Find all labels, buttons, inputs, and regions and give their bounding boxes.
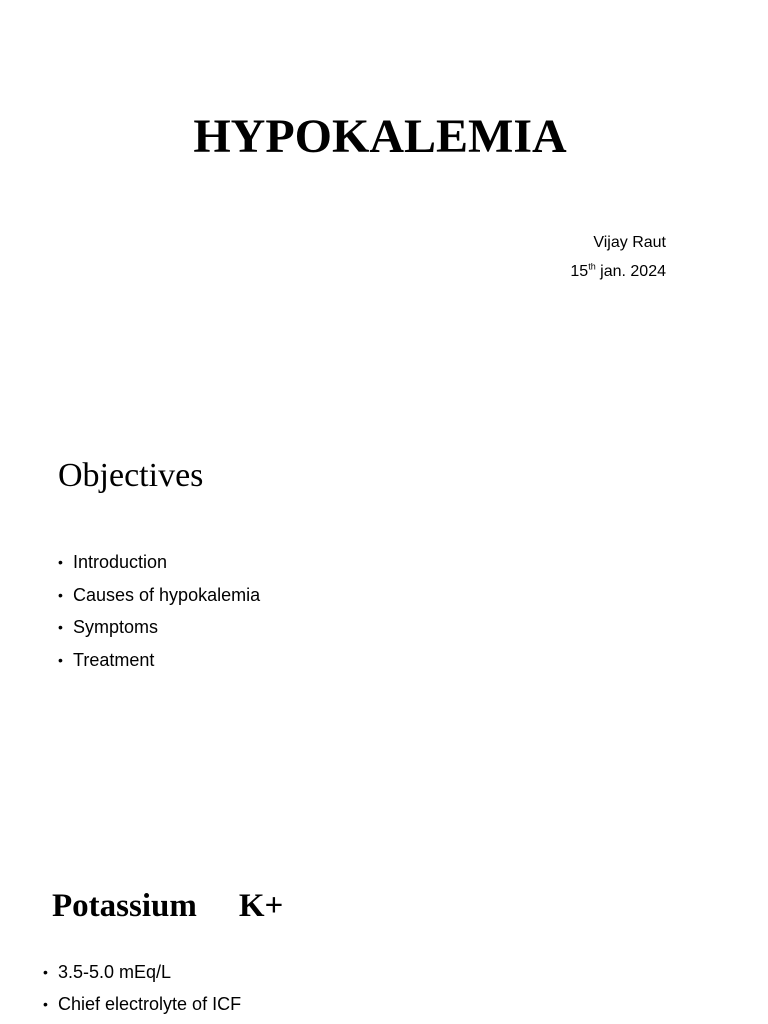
list-item-text: Chief electrolyte of ICF: [58, 994, 242, 1014]
list-item-text: Treatment: [73, 649, 155, 670]
objectives-list: [58, 546, 260, 676]
list-item: [58, 546, 260, 579]
date-day: 15: [570, 263, 589, 280]
potassium-slide: [0, 870, 768, 1024]
date-suffix: th: [588, 261, 596, 272]
list-item: [58, 644, 260, 677]
bullet-icon: •: [58, 651, 63, 668]
list-item: [43, 988, 241, 1020]
list-item-text: Introduction: [73, 552, 168, 572]
potassium-heading: [52, 884, 283, 928]
list-item-text: Causes of hypokalemia: [73, 584, 261, 605]
bullet-icon: •: [43, 964, 48, 980]
title-slide: [0, 0, 768, 420]
author-block: [570, 228, 666, 286]
potassium-heading-text: Potassium: [52, 888, 197, 924]
objectives-slide: [0, 420, 768, 870]
presentation-date: [570, 257, 666, 286]
list-item: [58, 579, 260, 612]
bullet-icon: •: [58, 619, 63, 635]
date-rest: jan. 2024: [595, 263, 666, 280]
potassium-symbol: K+: [238, 888, 284, 924]
author-name: Vijay Raut: [593, 234, 666, 251]
list-item-text: Symptoms: [73, 617, 159, 637]
list-item: [58, 611, 260, 644]
bullet-icon: •: [43, 996, 48, 1012]
slide-title: HYPOKALEMIA: [193, 110, 567, 163]
list-item-text: 3.5-5.0 mEq/L: [58, 962, 172, 982]
bullet-icon: •: [58, 554, 63, 570]
objectives-heading: Objectives: [58, 457, 204, 494]
potassium-list: [43, 956, 241, 1020]
list-item: [43, 956, 241, 988]
bullet-icon: •: [58, 586, 63, 603]
